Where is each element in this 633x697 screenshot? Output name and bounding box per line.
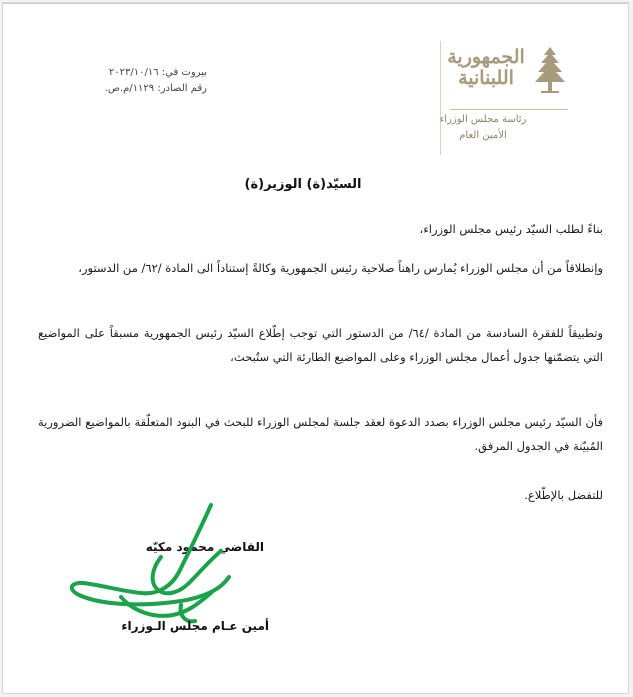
- letterhead-subtitle: رئاسة مجلس الوزراء: [439, 114, 527, 125]
- letterhead-title: [438, 47, 534, 89]
- letterhead-rule: [450, 109, 568, 110]
- reference-number: رقم الصادر: ١١٢٩/م.ص.: [104, 83, 207, 94]
- letterhead-title-line1: الجمهورية: [447, 46, 525, 68]
- letterhead-subtitle-2: الأمين العام: [459, 130, 507, 141]
- date-reference-block: [87, 65, 207, 97]
- handwritten-signature: [61, 497, 291, 637]
- addressee-heading: السيّد(ة) الوزير(ة): [244, 177, 362, 192]
- cedar-tree-icon: [532, 45, 568, 101]
- signatory-name: القاضي محمود مكيّه: [145, 540, 264, 554]
- paragraph-4: فأن السيّد رئيس مجلس الوزراء بصدد الدعوة لعقد جلسة لمجلس الوزراء للبحث في البنود المتعلّقة بالمواضيع الضرورية المُبيّنة في الجدول المرفق.: [38, 415, 603, 453]
- letterhead: [440, 41, 568, 155]
- page-top-border: [3, 3, 628, 4]
- document-page: [2, 2, 629, 694]
- closing-line: للتفضل بالإطّلاع.: [524, 488, 603, 502]
- letterhead-title-line2: اللبنانية: [458, 67, 514, 89]
- document-date: بيروت في: ٢٠٢٣/١٠/١٦: [108, 67, 207, 78]
- paragraph-3: وتطبيقاً للفقرة السادسة من المادة /٦٤/ من الدستور التي توجب إطّلاع السيّد رئيس الجمهورية مسبقاً على المواضيع التي يتضمّنها جدول أعمال مجلس الوزراء وعلى المواضيع الطارئة التي ستُبحث،: [38, 326, 604, 364]
- paragraph-1: بناءً لطلب السيّد رئيس مجلس الوزراء،: [419, 222, 603, 236]
- signatory-title: أمين عـام مجلس الـوزراء: [121, 619, 269, 633]
- paragraph-2: وإنطلاقاً من أن مجلس الوزراء يُمارس راهناً صلاحية رئيس الجمهورية وكالةً إستناداً الى المادة /٦٢/ من الدستور،: [78, 261, 603, 275]
